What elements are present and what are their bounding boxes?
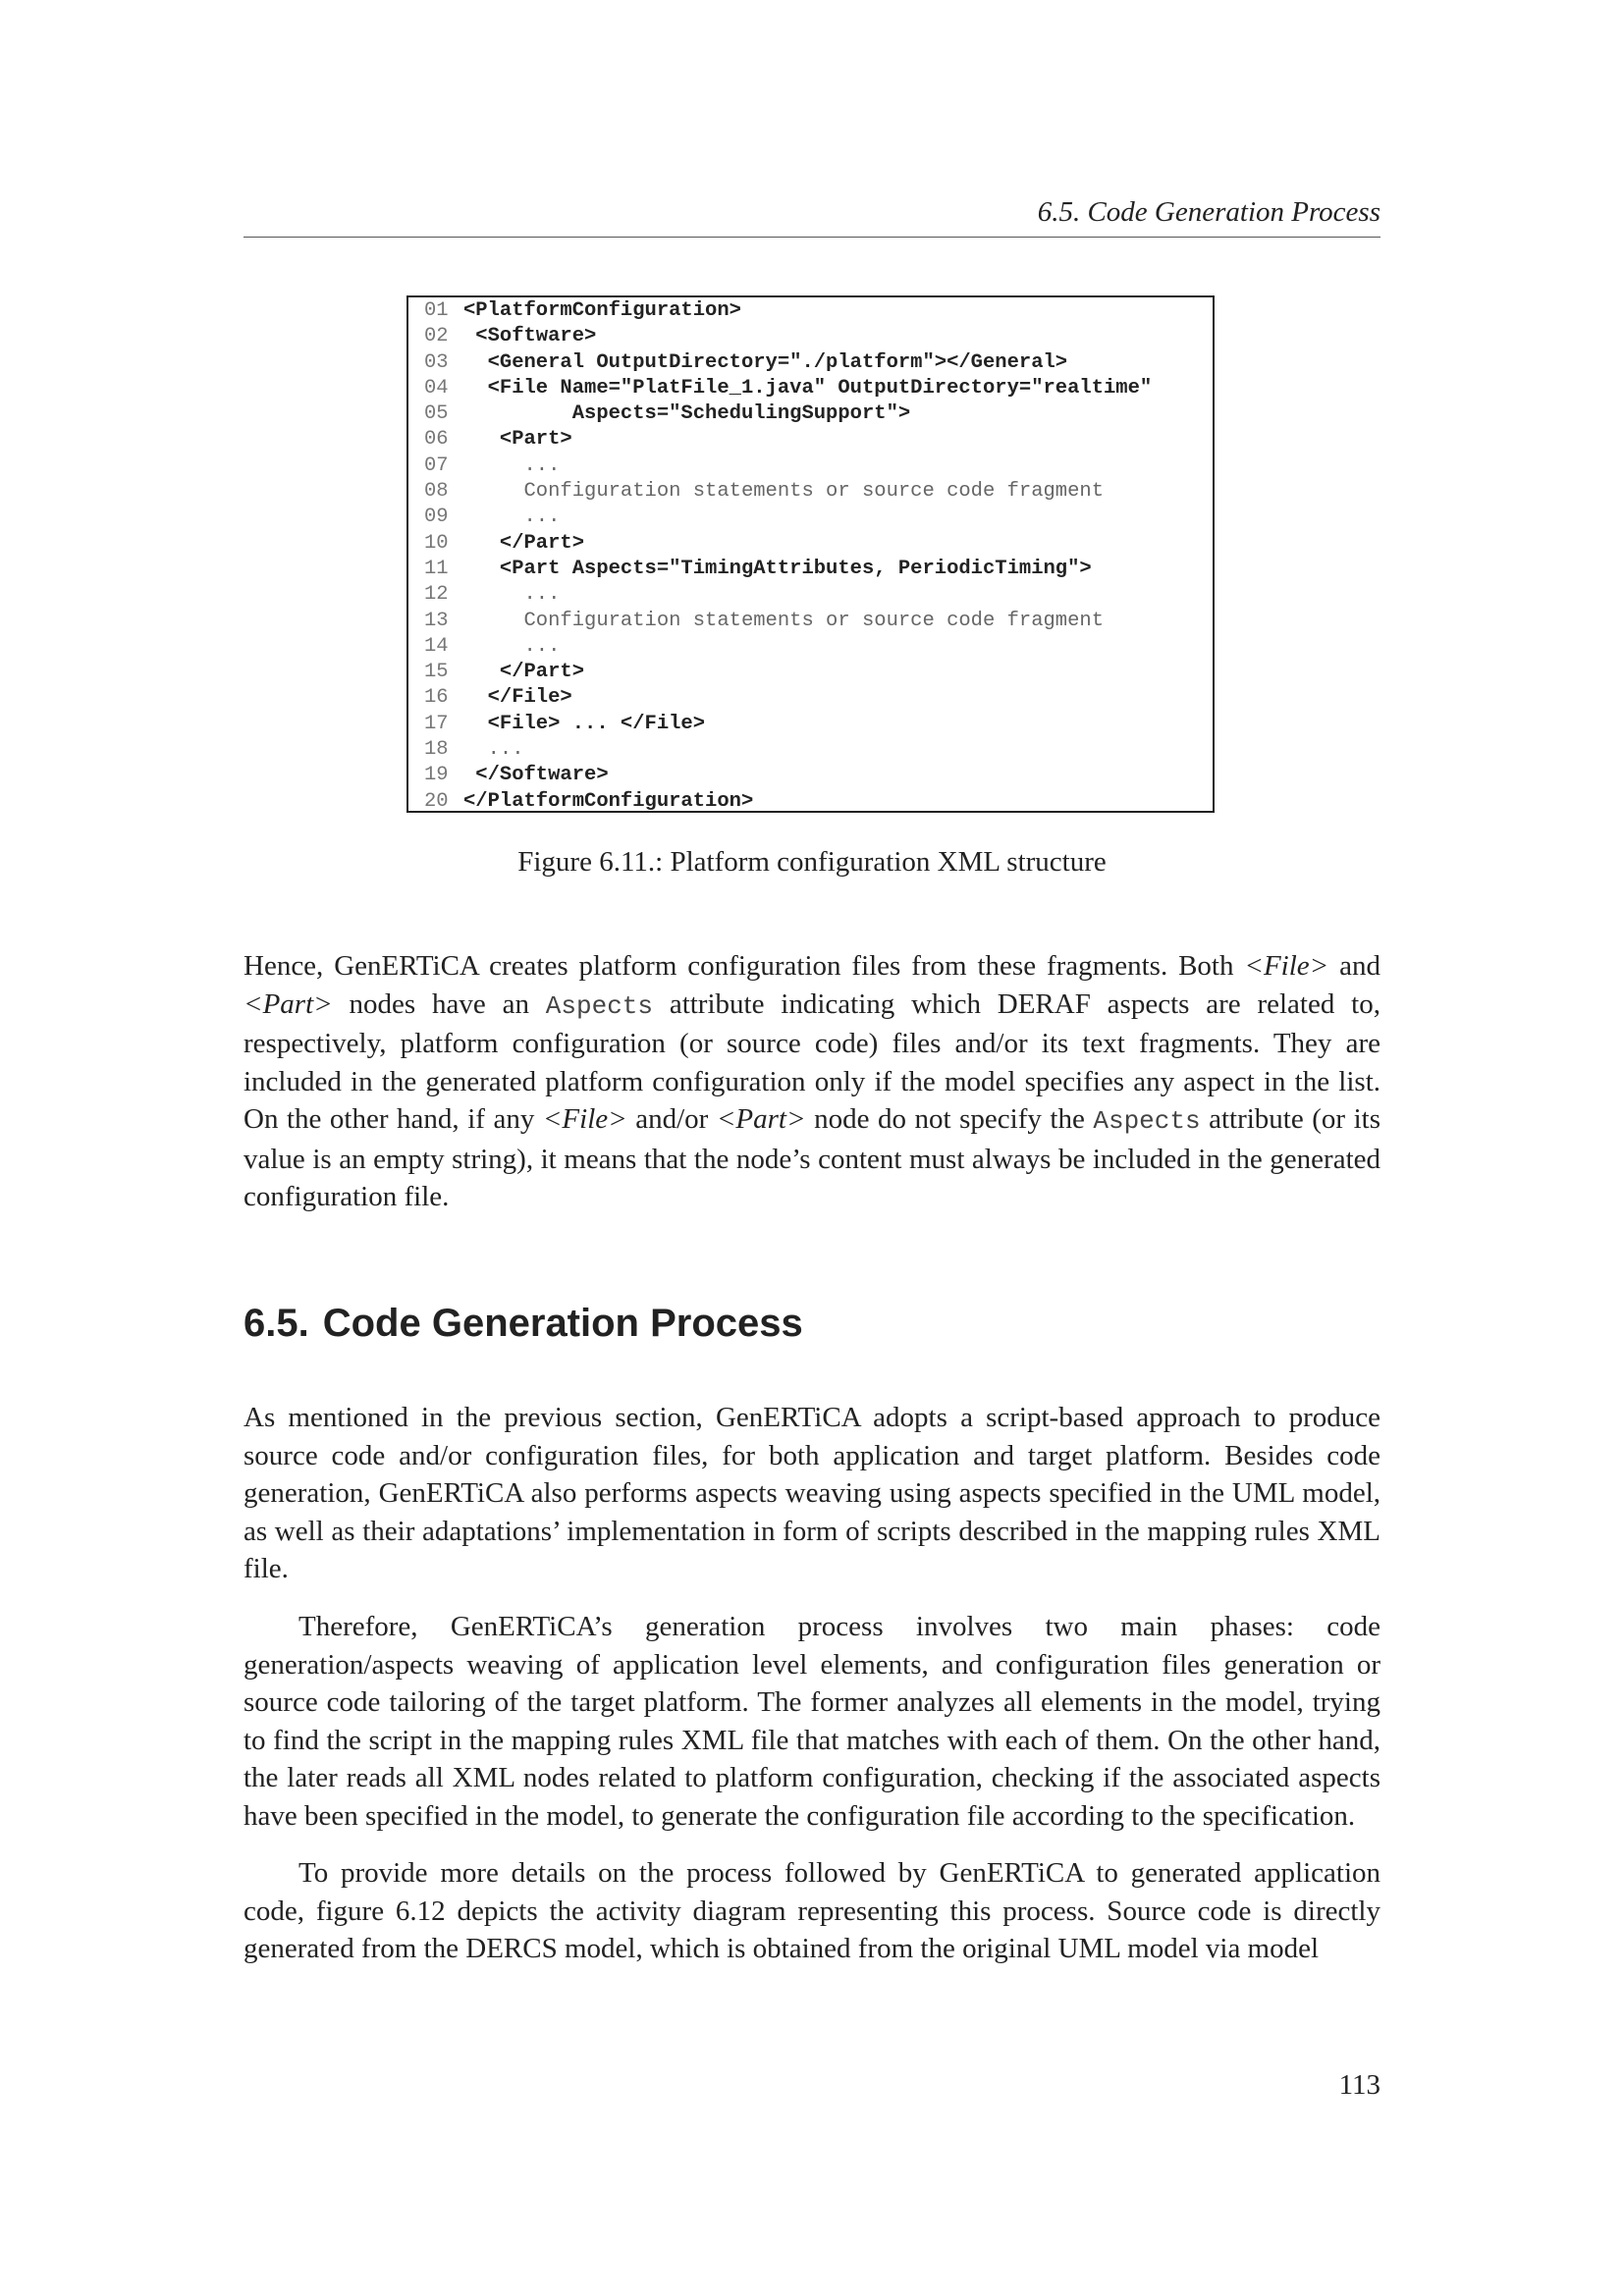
- line-number: 09: [424, 506, 449, 529]
- code-line: [424, 789, 1213, 815]
- line-number: 10: [424, 531, 449, 555]
- code-line: [424, 479, 1213, 505]
- code-text: ...: [463, 583, 561, 607]
- page-number: 113: [1338, 2069, 1380, 2101]
- code-line: [424, 324, 1213, 349]
- code-line: [424, 557, 1213, 582]
- figure-caption: Figure 6.11.: Platform configuration XML structure: [517, 846, 1107, 878]
- code-line: [424, 609, 1213, 634]
- code-text: Configuration statements or source code fragment: [463, 609, 1105, 632]
- section-title: Code Generation Process: [322, 1302, 803, 1345]
- code-line: [424, 454, 1213, 479]
- running-head: 6.5. Code Generation Process: [1037, 196, 1380, 228]
- body-paragraph: [243, 947, 1380, 1216]
- code-text: <General OutputDirectory="./platform"></General>: [463, 350, 1068, 374]
- code-line: [424, 582, 1213, 608]
- code-text: ...: [463, 738, 524, 762]
- body-paragraph: Therefore, GenERTiCA’s generation process involves two main phases: code generation/aspects weaving of application level elements, and configuration files generation or source code tailoring of the target platform. The former analyzes all elements in the model, trying to find the script in the mapping rules XML file that matches with each of them. On the other hand, the later reads all XML nodes related to platform configuration, checking if the associated aspects have been specified in the model, to generate the configuration file according to the specification.: [243, 1611, 1380, 1832]
- code-text: </Part>: [463, 661, 585, 684]
- code-line: [424, 298, 1213, 324]
- inline-code: Aspects: [545, 990, 653, 1021]
- code-text: ...: [463, 506, 561, 529]
- code-text: <Part Aspects="TimingAttributes, PeriodicTiming">: [463, 557, 1092, 580]
- line-number: 06: [424, 428, 449, 452]
- code-text: Aspects="SchedulingSupport">: [463, 402, 911, 426]
- line-number: 20: [424, 789, 449, 813]
- code-line: [424, 505, 1213, 530]
- line-number: 01: [424, 299, 449, 322]
- code-text: <File> ... </File>: [463, 712, 706, 735]
- code-line: [424, 685, 1213, 711]
- code-text: <File Name="PlatFile_1.java" OutputDirectory="realtime": [463, 376, 1153, 400]
- code-line: [424, 401, 1213, 427]
- xml-code-listing: [406, 295, 1215, 813]
- code-line: [424, 660, 1213, 685]
- text-run: node do not specify the: [805, 1103, 1094, 1135]
- line-number: 03: [424, 350, 449, 374]
- code-line: [424, 763, 1213, 788]
- line-number: 13: [424, 609, 449, 632]
- text-run: and: [1328, 950, 1380, 982]
- code-text: Configuration statements or source code fragment: [463, 480, 1105, 504]
- code-text: <Software>: [463, 325, 597, 348]
- code-line: [424, 737, 1213, 763]
- code-line: [424, 350, 1213, 376]
- line-number: 14: [424, 634, 449, 658]
- text-run: and/or: [626, 1103, 717, 1135]
- xml-node-name: <File>: [1244, 950, 1329, 982]
- code-text: </File>: [463, 686, 572, 710]
- code-line: [424, 427, 1213, 453]
- body-paragraph: As mentioned in the previous section, GenERTiCA adopts a script-based approach to produce source code and/or configuration files, for both application and target platform. Besides code generation, GenERTiCA also performs aspects weaving using aspects specified in the UML model, as well as their adaptations’ implementation in form of scripts described in the mapping rules XML file.: [243, 1402, 1380, 1584]
- line-number: 18: [424, 738, 449, 762]
- line-number: 04: [424, 376, 449, 400]
- code-text: <PlatformConfiguration>: [463, 299, 741, 322]
- line-number: 19: [424, 764, 449, 787]
- body-paragraph: To provide more details on the process followed by GenERTiCA to generated application code, figure 6.12 depicts the activity diagram representing this process. Source code is directly generated from the DERCS model, which is obtained from the original UML model via model: [243, 1857, 1380, 1964]
- line-number: 17: [424, 712, 449, 735]
- header-rule: [243, 237, 1380, 238]
- code-text: ...: [463, 634, 561, 658]
- code-text: <Part>: [463, 428, 572, 452]
- section-heading: [243, 1296, 803, 1351]
- line-number: 08: [424, 480, 449, 504]
- line-number: 05: [424, 402, 449, 426]
- code-text: </Software>: [463, 764, 609, 787]
- line-number: 16: [424, 686, 449, 710]
- xml-node-name: <File>: [542, 1103, 627, 1135]
- inline-code: Aspects: [1093, 1106, 1201, 1136]
- line-number: 15: [424, 661, 449, 684]
- code-text: </Part>: [463, 531, 585, 555]
- line-number: 02: [424, 325, 449, 348]
- section-number: 6.5.: [243, 1302, 309, 1345]
- text-run: attribute indicating which DERAF aspects are related to, respectively, platform configuration (or source code) files and/or its text fragments. They are included in the generated platform configuration only if the model specifies any aspect in the list. On the other hand, if any: [243, 988, 1380, 1135]
- text-run: nodes have an: [332, 988, 546, 1020]
- code-line: [424, 634, 1213, 660]
- text-run: attribute (or its value is an empty string), it means that the node’s content must always be included in the generated configuration file.: [243, 1103, 1381, 1212]
- xml-node-name: <Part>: [716, 1103, 806, 1135]
- line-number: 12: [424, 583, 449, 607]
- xml-node-name: <Part>: [243, 988, 333, 1020]
- code-line: [424, 531, 1213, 557]
- code-text: </PlatformConfiguration>: [463, 789, 754, 813]
- code-line: [424, 712, 1213, 737]
- code-line: [424, 376, 1213, 401]
- text-run: Hence, GenERTiCA creates platform configuration files from these fragments. Both: [243, 950, 1245, 982]
- line-number: 07: [424, 454, 449, 477]
- line-number: 11: [424, 557, 449, 580]
- code-text: ...: [463, 454, 561, 477]
